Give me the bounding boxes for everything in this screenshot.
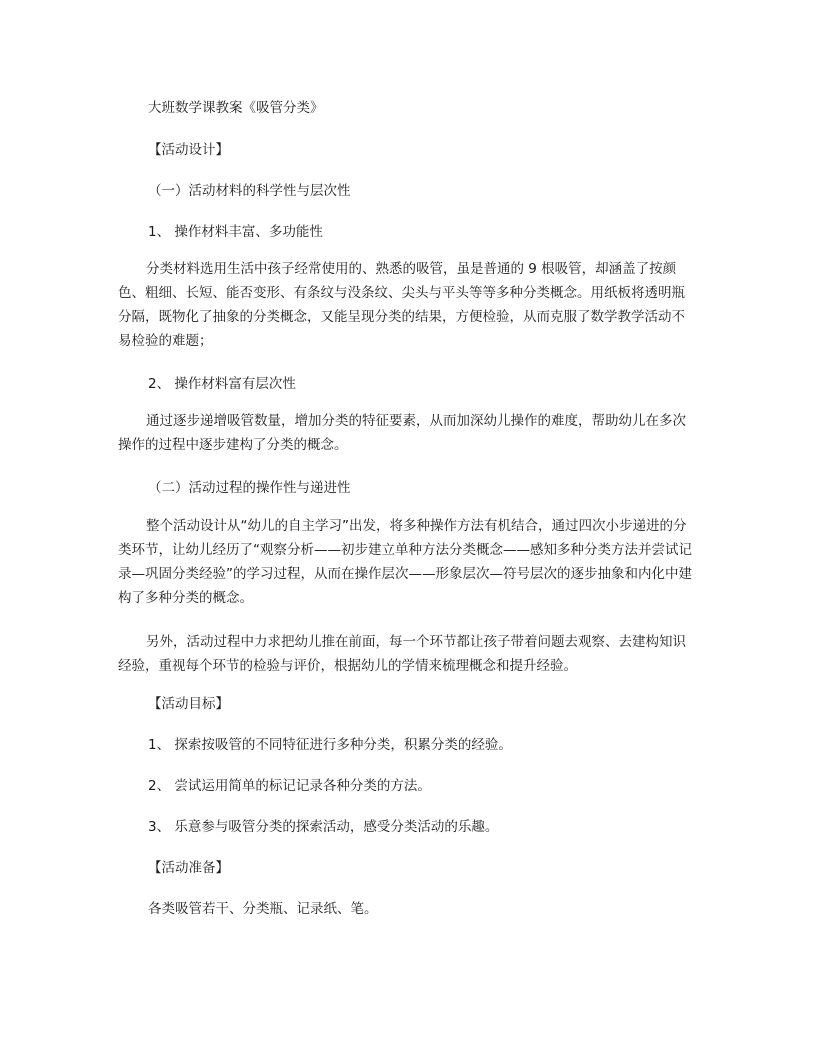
paragraph-process: 整个活动设计从“幼儿的自主学习”出发，将多种操作方法有机结合，通过四次小步递进的分类环节，让幼儿经历了“观察分析——初步建立单种方法分类概念——感知多种分类方法并尝试记录—巩固分类经验”的学习过程，从而在操作层次——形象层次—符号层次的逐步抽象和内化中建构了多种分类的概念。 [118,518,692,606]
list-item-materials-1: 1、 操作材料丰富、多功能性 [148,224,323,240]
goal-item-3: 3、 乐意参与吸管分类的探索活动，感受分类活动的乐趣。 [148,819,499,835]
section-heading-preparation: 【活动准备】 [148,860,229,876]
section-heading-goals: 【活动目标】 [148,696,229,712]
preparation-text: 各类吸管若干、分类瓶、记录纸、笔。 [148,901,378,917]
goal-item-1: 1、 探索按吸管的不同特征进行多种分类，积累分类的经验。 [148,737,512,753]
subsection-heading-materials: （一）活动材料的科学性与层次性 [148,183,351,199]
section-heading-design: 【活动设计】 [148,142,229,158]
paragraph-materials: 分类材料选用生活中孩子经常使用的、熟悉的吸管，虽是普通的 9 根吸管，却涵盖了按颜色、粗细、长短、能否变形、有条纹与没条纹、尖头与平头等等多种分类概念。用纸板将透明瓶分隔，既物化了抽象的分类概念，又能呈现分类的结果，方便检验，从而克服了数学教学活动不易检验的难题； [118,261,685,349]
subsection-heading-process: （二）活动过程的操作性与递进性 [148,480,351,496]
paragraph-extra: 另外，活动过程中力求把幼儿推在前面，每一个环节都让孩子带着问题去观察、去建构知识经验，重视每个环节的检验与评价，根据幼儿的学情来梳理概念和提升经验。 [118,634,686,674]
goal-item-2: 2、 尝试运用简单的标记记录各种分类的方法。 [148,778,431,794]
paragraph-layers: 通过逐步递增吸管数量，增加分类的特征要素，从而加深幼儿操作的难度，帮助幼儿在多次操作的过程中逐步建构了分类的概念。 [118,413,686,453]
document-title: 大班数学课教案《吸管分类》 [148,100,324,116]
list-item-materials-2: 2、 操作材料富有层次性 [148,376,296,392]
